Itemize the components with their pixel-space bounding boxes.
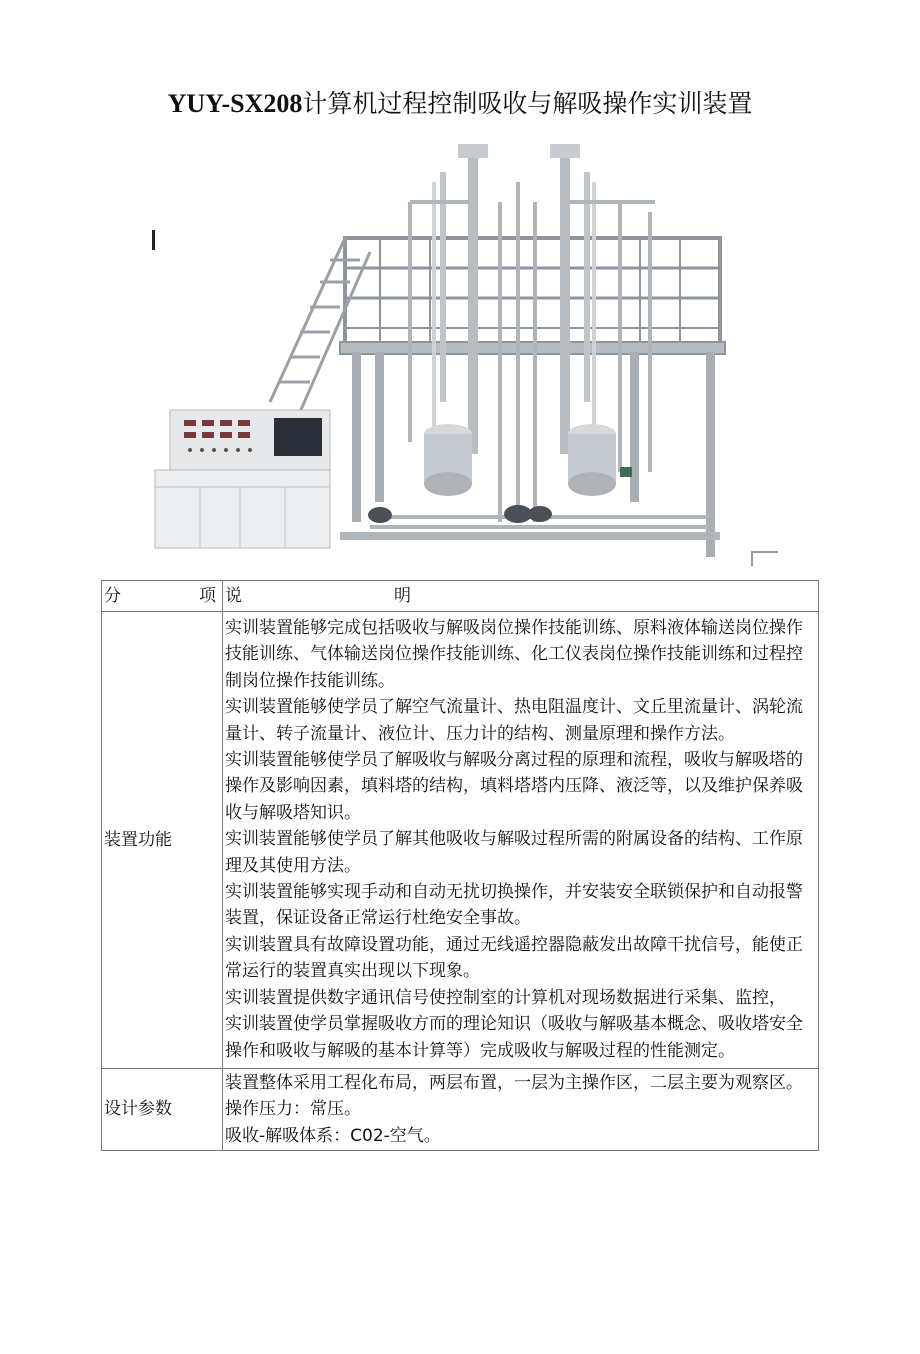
function-paragraph: 实训装置提供数字通讯信号使控制室的计算机对现场数据进行采集、监控， xyxy=(225,987,786,1008)
upper-platform xyxy=(340,238,725,354)
function-paragraph: 实训装置能够使学员了解吸收与解吸分离过程的原理和流程，吸收与解吸塔的操作及影响因素，填料塔的结构，填料塔塔内压降、液泛等，以及维护保养吸收与解吸塔知识。 xyxy=(225,750,803,823)
header-item-char-1: 分 xyxy=(104,585,121,606)
title-text: 计算机过程控制吸收与解吸操作实训装置 xyxy=(302,89,753,118)
row-label: 装置功能 xyxy=(102,612,223,1069)
scan-mark-corner xyxy=(752,552,778,566)
row-content xyxy=(223,612,819,1069)
function-paragraph: 实训装置能够使学员了解空气流量计、热电阻温度计、文丘里流量计、涡轮流量计、转子流量计、液位计、压力计的结构、测量原理和操作方法。 xyxy=(225,697,803,744)
function-paragraph: 实训装置能够使学员了解其他吸收与解吸过程所需的附属设备的结构、工作原理及其使用方法。 xyxy=(225,829,803,876)
equipment-illustration xyxy=(140,142,780,570)
equipment-photo xyxy=(140,142,780,570)
row-content xyxy=(223,1068,819,1150)
function-paragraph: 实训装置能够完成包括吸收与解吸岗位操作技能训练、原料液体输送岗位操作技能训练、气体输送岗位操作技能训练、化工仪表岗位操作技能训练和过程控制岗位操作技能训练。 xyxy=(225,618,803,691)
header-desc-char-1: 说 xyxy=(225,585,242,606)
design-paragraph: 操作压力：常压。 xyxy=(225,1099,361,1120)
tank-right xyxy=(568,424,616,496)
page-title xyxy=(0,86,920,122)
table-row-design-params xyxy=(102,1068,819,1150)
function-paragraph: 实训装置使学员掌握吸收方而的理论知识（吸收与解吸基本概念、吸收塔安全操作和吸收与解吸的基本计算等）完成吸收与解吸过程的性能测定。 xyxy=(225,1014,803,1061)
function-paragraph: 实训装置具有故障设置功能，通过无线遥控器隐蔽发出故障干扰信号，能使正常运行的装置真实出现以下现象。 xyxy=(225,934,803,982)
tank-left xyxy=(424,424,472,496)
header-cell-item xyxy=(102,581,223,612)
function-paragraph: 实训装置能够实现手动和自动无扰切换操作，并安装安全联锁保护和自动报警装置，保证设备正常运行杜绝安全事故。 xyxy=(225,882,803,929)
design-paragraph: 吸收-解吸体系：C02-空气。 xyxy=(225,1125,441,1146)
scan-mark-left xyxy=(152,230,155,250)
header-desc-char-2: 明 xyxy=(394,585,411,606)
model-code: YUY-SX208 xyxy=(167,89,303,118)
header-cell-description xyxy=(223,581,819,612)
design-paragraph: 装置整体采用工程化布局，两层布置，一层为主操作区，二层主要为观察区。 xyxy=(225,1072,803,1093)
control-cabinet xyxy=(155,410,330,548)
header-item-char-2: 项 xyxy=(199,585,216,606)
row-label: 设计参数 xyxy=(102,1068,223,1150)
base-skid xyxy=(340,532,720,540)
table-header-row xyxy=(102,581,819,612)
spec-table xyxy=(101,580,819,1151)
table-row-function xyxy=(102,612,819,1069)
